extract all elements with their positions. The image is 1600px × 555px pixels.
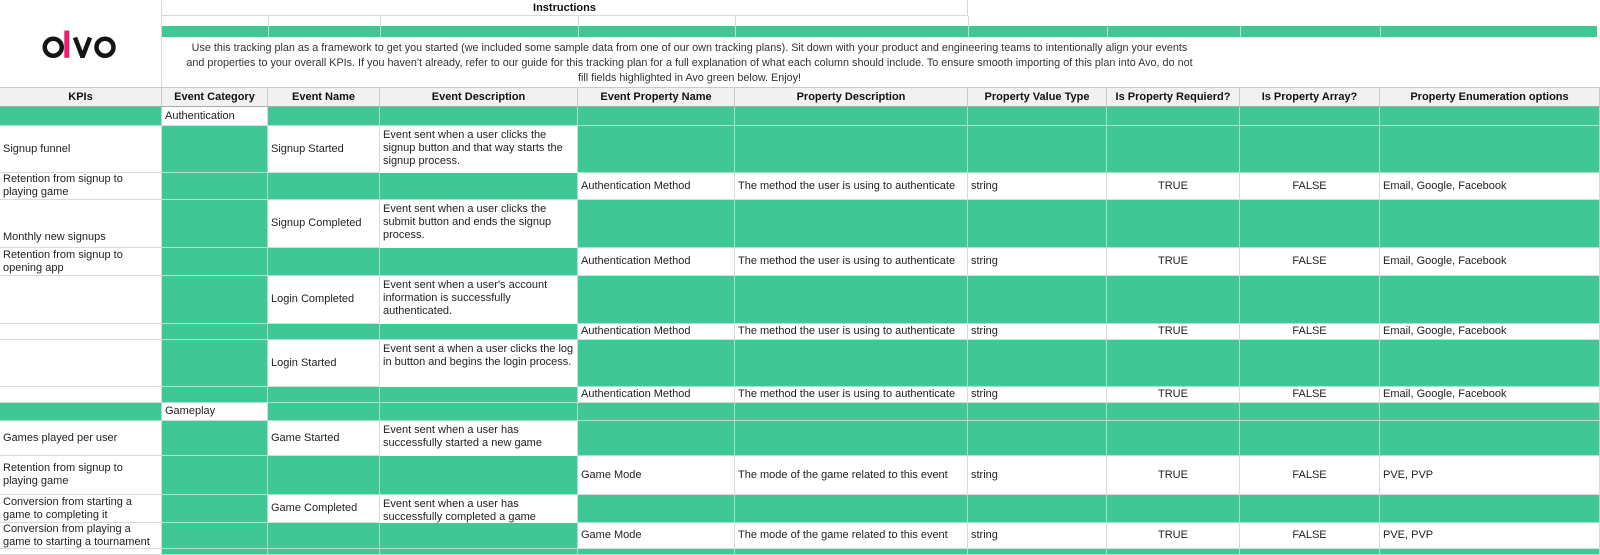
cell-property-name[interactable] <box>578 523 735 549</box>
cell-required-text: TRUE <box>1158 468 1188 481</box>
column-header-property-description[interactable]: Property Description <box>735 87 968 107</box>
column-header-array[interactable]: Is Property Array? <box>1240 87 1380 107</box>
cell-enum-options[interactable] <box>1380 248 1600 276</box>
table-row-category <box>0 403 1600 421</box>
table-row-property <box>0 173 1600 200</box>
cell-property-description[interactable] <box>735 107 968 126</box>
cell-kpi[interactable] <box>0 523 162 549</box>
cell-event-name[interactable] <box>268 456 380 495</box>
instructions-line: and properties to your overall KPIs. If you haven't already, refer to our guide for this tracking plan for a full explanation of what each column should include. To ensure smooth importing of this plan into Avo, do not <box>186 57 1193 69</box>
cell-event-name[interactable] <box>268 248 380 276</box>
cell-enum-options[interactable] <box>1380 324 1600 340</box>
cell-event-description-text: Event sent when a user has successfully started a new game <box>383 424 542 449</box>
cell-array[interactable] <box>1240 324 1380 340</box>
cell-property-description[interactable] <box>735 387 968 403</box>
cell-property-name-text: Authentication Method <box>581 179 691 192</box>
cell-array-text: FALSE <box>1292 255 1327 267</box>
cell-required-text: TRUE <box>1158 325 1188 337</box>
grid-line <box>1380 26 1381 37</box>
cell-property-description[interactable] <box>735 495 968 523</box>
cell-kpi[interactable] <box>0 549 162 555</box>
cell-array[interactable] <box>1240 276 1380 324</box>
cell-event-category[interactable] <box>162 495 268 523</box>
cell-property-description[interactable] <box>735 421 968 456</box>
cell-event-category[interactable] <box>162 126 268 173</box>
cell-event-name[interactable] <box>268 107 380 126</box>
cell-event-name[interactable] <box>268 276 380 324</box>
cell-value-type-text: string <box>971 179 998 192</box>
cell-event-name-text: Game Completed <box>271 502 358 514</box>
cell-value-type[interactable] <box>968 523 1107 549</box>
cell-property-description[interactable] <box>735 276 968 324</box>
cell-event-description[interactable] <box>380 549 578 555</box>
cell-event-name[interactable] <box>268 549 380 555</box>
cell-value-type[interactable] <box>968 549 1107 555</box>
cell-property-name[interactable] <box>578 387 735 403</box>
cell-event-category[interactable] <box>162 107 268 126</box>
cell-enum-options[interactable] <box>1380 523 1600 549</box>
cell-array[interactable] <box>1240 340 1380 387</box>
cell-array-text: FALSE <box>1292 325 1327 337</box>
cell-event-description[interactable] <box>380 403 578 421</box>
table-row-property <box>0 523 1600 549</box>
cell-value-type[interactable] <box>968 456 1107 495</box>
cell-property-name-text: Authentication Method <box>581 388 691 400</box>
cell-required-text: TRUE <box>1158 529 1188 541</box>
cell-value-type[interactable] <box>968 200 1107 248</box>
table-row-property <box>0 387 1600 403</box>
table-row-event <box>0 276 1600 324</box>
cell-array[interactable] <box>1240 403 1380 421</box>
cell-property-name[interactable] <box>578 340 735 387</box>
avo-logo <box>0 0 162 87</box>
cell-enum-options[interactable] <box>1380 340 1600 387</box>
cell-event-name[interactable] <box>268 200 380 248</box>
column-header-property-name[interactable]: Event Property Name <box>578 87 735 107</box>
cell-event-description-text: Event sent when a user clicks the submit button and ends the signup process. <box>383 203 552 241</box>
cell-property-description[interactable] <box>735 126 968 173</box>
cell-array[interactable] <box>1240 173 1380 200</box>
cell-required[interactable] <box>1107 523 1240 549</box>
column-header-event-description[interactable]: Event Description <box>380 87 578 107</box>
cell-event-name-text: Login Started <box>271 356 337 369</box>
cell-event-category[interactable] <box>162 248 268 276</box>
cell-kpi[interactable] <box>0 200 162 248</box>
cell-event-name[interactable] <box>268 387 380 403</box>
cell-value-type-text: string <box>971 468 998 481</box>
cell-event-category[interactable] <box>162 523 268 549</box>
cell-value-type[interactable] <box>968 324 1107 340</box>
cell-kpi[interactable] <box>0 421 162 456</box>
cell-array[interactable] <box>1240 387 1380 403</box>
cell-event-description[interactable] <box>380 107 578 126</box>
cell-event-name-text: Login Completed <box>271 293 355 305</box>
table-row-property <box>0 248 1600 276</box>
green-band <box>162 26 1597 37</box>
table-row-event <box>0 340 1600 387</box>
table-row-property <box>0 456 1600 495</box>
column-header-event-name[interactable]: Event Name <box>268 87 380 107</box>
instructions-area <box>162 0 1600 87</box>
cell-kpi[interactable] <box>0 495 162 523</box>
column-header-kpi[interactable]: KPIs <box>0 87 162 107</box>
cell-value-type[interactable] <box>968 421 1107 456</box>
cell-property-description-text: The method the user is using to authenticate <box>738 388 956 400</box>
table-row-event <box>0 421 1600 456</box>
cell-required-text: TRUE <box>1158 179 1188 192</box>
cell-event-name[interactable] <box>268 340 380 387</box>
cell-required[interactable] <box>1107 495 1240 523</box>
cell-array-text: FALSE <box>1292 388 1327 400</box>
cell-event-category-text: Gameplay <box>165 405 216 417</box>
cell-property-name[interactable] <box>578 173 735 200</box>
cell-value-type[interactable] <box>968 107 1107 126</box>
cell-kpi[interactable] <box>0 324 162 340</box>
cell-property-description[interactable] <box>735 200 968 248</box>
cell-event-description-text: Event sent a when a user clicks the log in button and begins the login process. <box>383 343 574 368</box>
cell-property-name[interactable] <box>578 421 735 456</box>
cell-required[interactable] <box>1107 387 1240 403</box>
cell-enum-options-text: Email, Google, Facebook <box>1383 255 1507 267</box>
instructions-line: Use this tracking plan as a framework to get you started (we included some sample data from one of our own tracking plans). Sit down with your product and engineering teams to intentionally align your events <box>191 42 1188 54</box>
cell-kpi[interactable] <box>0 340 162 387</box>
table-row-event <box>0 126 1600 173</box>
cell-value-type[interactable] <box>968 276 1107 324</box>
cell-required[interactable] <box>1107 549 1240 555</box>
cell-event-category[interactable] <box>162 421 268 456</box>
cell-enum-options[interactable] <box>1380 421 1600 456</box>
cell-event-category[interactable] <box>162 173 268 200</box>
column-header-value-type[interactable]: Property Value Type <box>968 87 1107 107</box>
cell-property-description-text: The method the user is using to authenticate <box>738 179 956 192</box>
cell-kpi-text: Conversion from starting a game to completing it <box>3 495 132 521</box>
cell-event-name[interactable] <box>268 324 380 340</box>
grid-line <box>380 16 381 26</box>
cell-array-text: FALSE <box>1292 529 1327 541</box>
cell-enum-options[interactable] <box>1380 387 1600 403</box>
cell-required-text: TRUE <box>1158 255 1188 267</box>
top-section <box>0 0 1600 87</box>
cell-event-name-text: Signup Completed <box>271 217 362 229</box>
cell-array[interactable] <box>1240 421 1380 456</box>
cell-value-type[interactable] <box>968 173 1107 200</box>
cell-event-name[interactable] <box>268 421 380 456</box>
table-row-category <box>0 107 1600 126</box>
grid-line <box>968 26 969 37</box>
cell-enum-options[interactable] <box>1380 456 1600 495</box>
cell-enum-options[interactable] <box>1380 173 1600 200</box>
cell-kpi-text: Retention from signup to opening app <box>3 248 123 274</box>
cell-value-type-text: string <box>971 255 998 267</box>
cell-event-name[interactable] <box>268 403 380 421</box>
cell-event-category[interactable] <box>162 456 268 495</box>
column-header-event-category[interactable]: Event Category <box>162 87 268 107</box>
cell-kpi-text: Games played per user <box>3 431 118 444</box>
cell-kpi-text: Conversion from playing a game to starting a tournament <box>3 523 150 548</box>
cell-kpi[interactable] <box>0 248 162 276</box>
cell-kpi[interactable] <box>0 107 162 126</box>
avo-logo-icon <box>42 30 120 58</box>
cell-event-name[interactable] <box>268 523 380 549</box>
cell-kpi-text: Signup funnel <box>3 142 71 155</box>
cell-property-name[interactable] <box>578 126 735 173</box>
cell-required[interactable] <box>1107 340 1240 387</box>
cell-required[interactable] <box>1107 403 1240 421</box>
cell-enum-options[interactable] <box>1380 403 1600 421</box>
cell-property-name[interactable] <box>578 495 735 523</box>
cell-property-name[interactable] <box>578 200 735 248</box>
cell-event-category-text: Authentication <box>165 109 235 122</box>
column-header-row <box>0 87 1600 107</box>
cell-required[interactable] <box>1107 173 1240 200</box>
cell-array-text: FALSE <box>1292 468 1327 481</box>
grid-line <box>268 16 269 26</box>
cell-property-description[interactable] <box>735 248 968 276</box>
cell-kpi-text: Retention from signup to playing game <box>3 173 123 198</box>
spacer-row <box>162 16 1597 26</box>
cell-required[interactable] <box>1107 324 1240 340</box>
grid-line <box>1240 26 1241 37</box>
cell-property-description-text: The mode of the game related to this event <box>738 468 948 481</box>
table-row-property <box>0 324 1600 340</box>
cell-kpi[interactable] <box>0 456 162 495</box>
cell-array[interactable] <box>1240 523 1380 549</box>
instructions-title: Instructions <box>162 0 968 16</box>
cell-property-description[interactable] <box>735 324 968 340</box>
cell-value-type[interactable] <box>968 248 1107 276</box>
cell-value-type[interactable] <box>968 126 1107 173</box>
cell-property-description[interactable] <box>735 403 968 421</box>
cell-event-description[interactable] <box>380 173 578 200</box>
cell-enum-options[interactable] <box>1380 276 1600 324</box>
grid-line <box>968 16 969 26</box>
cell-required[interactable] <box>1107 456 1240 495</box>
cell-property-description-text: The method the user is using to authenticate <box>738 255 956 267</box>
cell-event-description[interactable] <box>380 248 578 276</box>
grid-line <box>578 26 579 37</box>
cell-property-description-text: The method the user is using to authenticate <box>738 325 956 337</box>
table-row-event <box>0 495 1600 523</box>
cell-array[interactable] <box>1240 495 1380 523</box>
cell-event-description-text: Event sent when a user clicks the signup button and that way starts the signup process. <box>383 129 563 167</box>
cell-enum-options[interactable] <box>1380 126 1600 173</box>
cell-event-category[interactable] <box>162 403 268 421</box>
cell-value-type-text: string <box>971 388 998 400</box>
cell-event-category[interactable] <box>162 200 268 248</box>
instructions-text <box>162 37 1217 87</box>
cell-property-description[interactable] <box>735 340 968 387</box>
cell-value-type-text: string <box>971 529 998 541</box>
cell-event-category[interactable] <box>162 340 268 387</box>
cell-required-text: TRUE <box>1158 388 1188 400</box>
grid-line <box>735 26 736 37</box>
cell-enum-options-text: PVE, PVP <box>1383 468 1434 481</box>
cell-value-type-text: string <box>971 325 998 337</box>
column-header-enum-options[interactable]: Property Enumeration options <box>1380 87 1600 107</box>
cell-event-name-text: Game Started <box>271 431 340 444</box>
cell-property-name[interactable] <box>578 549 735 555</box>
cell-property-name-text: Game Mode <box>581 468 642 481</box>
cell-array[interactable] <box>1240 126 1380 173</box>
cell-property-name[interactable] <box>578 276 735 324</box>
column-header-required[interactable]: Is Property Requierd? <box>1107 87 1240 107</box>
cell-kpi[interactable] <box>0 387 162 403</box>
cell-enum-options-text: Email, Google, Facebook <box>1383 179 1507 192</box>
cell-event-name-text: Signup Started <box>271 142 344 155</box>
cell-kpi[interactable] <box>0 403 162 421</box>
cell-event-name[interactable] <box>268 495 380 523</box>
cell-property-description[interactable] <box>735 523 968 549</box>
cell-enum-options-text: PVE, PVP <box>1383 529 1434 541</box>
cell-required[interactable] <box>1107 107 1240 126</box>
grid-line <box>735 16 736 26</box>
cell-property-name-text: Authentication Method <box>581 255 691 267</box>
cell-event-name[interactable] <box>268 126 380 173</box>
cell-kpi-text: Monthly new signups <box>3 231 106 243</box>
table-row-event <box>0 200 1600 248</box>
cell-value-type[interactable] <box>968 403 1107 421</box>
cell-enum-options-text: Email, Google, Facebook <box>1383 325 1507 337</box>
grid-line <box>380 26 381 37</box>
cell-event-name[interactable] <box>268 173 380 200</box>
cell-event-description[interactable] <box>380 456 578 495</box>
cell-array-text: FALSE <box>1292 179 1327 192</box>
cell-property-name[interactable] <box>578 456 735 495</box>
table-row-band <box>0 549 1600 555</box>
cell-required[interactable] <box>1107 248 1240 276</box>
cell-property-name-text: Authentication Method <box>581 325 691 337</box>
cell-property-description[interactable] <box>735 549 968 555</box>
cell-value-type[interactable] <box>968 340 1107 387</box>
cell-event-description-text: Event sent when a user's account information is successfully authenticated. <box>383 279 548 317</box>
cell-value-type[interactable] <box>968 495 1107 523</box>
cell-property-name[interactable] <box>578 403 735 421</box>
grid-line <box>1107 26 1108 37</box>
cell-property-name-text: Game Mode <box>581 529 642 541</box>
instructions-line: fill fields highlighted in Avo green below. Enjoy! <box>577 72 802 84</box>
cell-array[interactable] <box>1240 200 1380 248</box>
cell-required[interactable] <box>1107 421 1240 456</box>
cell-kpi[interactable] <box>0 276 162 324</box>
cell-enum-options[interactable] <box>1380 495 1600 523</box>
cell-property-name[interactable] <box>578 248 735 276</box>
cell-property-description-text: The mode of the game related to this event <box>738 529 948 541</box>
cell-event-description[interactable] <box>380 324 578 340</box>
cell-required[interactable] <box>1107 276 1240 324</box>
cell-kpi[interactable] <box>0 173 162 200</box>
cell-event-description-text: Event sent when a user has successfully completed a game <box>383 498 536 523</box>
grid-line <box>268 26 269 37</box>
cell-enum-options-text: Email, Google, Facebook <box>1383 388 1507 400</box>
cell-array[interactable] <box>1240 248 1380 276</box>
table-body <box>0 107 1600 555</box>
cell-enum-options[interactable] <box>1380 200 1600 248</box>
cell-event-category[interactable] <box>162 276 268 324</box>
cell-enum-options[interactable] <box>1380 107 1600 126</box>
grid-line <box>578 16 579 26</box>
cell-property-name[interactable] <box>578 324 735 340</box>
cell-kpi[interactable] <box>0 126 162 173</box>
cell-enum-options[interactable] <box>1380 549 1600 555</box>
cell-event-category[interactable] <box>162 549 268 555</box>
cell-event-category[interactable] <box>162 387 268 403</box>
cell-property-name[interactable] <box>578 107 735 126</box>
cell-required[interactable] <box>1107 200 1240 248</box>
cell-event-description[interactable] <box>380 387 578 403</box>
cell-value-type[interactable] <box>968 387 1107 403</box>
cell-required[interactable] <box>1107 126 1240 173</box>
cell-event-category[interactable] <box>162 324 268 340</box>
cell-array[interactable] <box>1240 456 1380 495</box>
cell-property-description[interactable] <box>735 456 968 495</box>
cell-property-description[interactable] <box>735 173 968 200</box>
cell-array[interactable] <box>1240 549 1380 555</box>
cell-array[interactable] <box>1240 107 1380 126</box>
cell-kpi-text: Retention from signup to playing game <box>3 462 123 487</box>
cell-event-description[interactable] <box>380 523 578 549</box>
